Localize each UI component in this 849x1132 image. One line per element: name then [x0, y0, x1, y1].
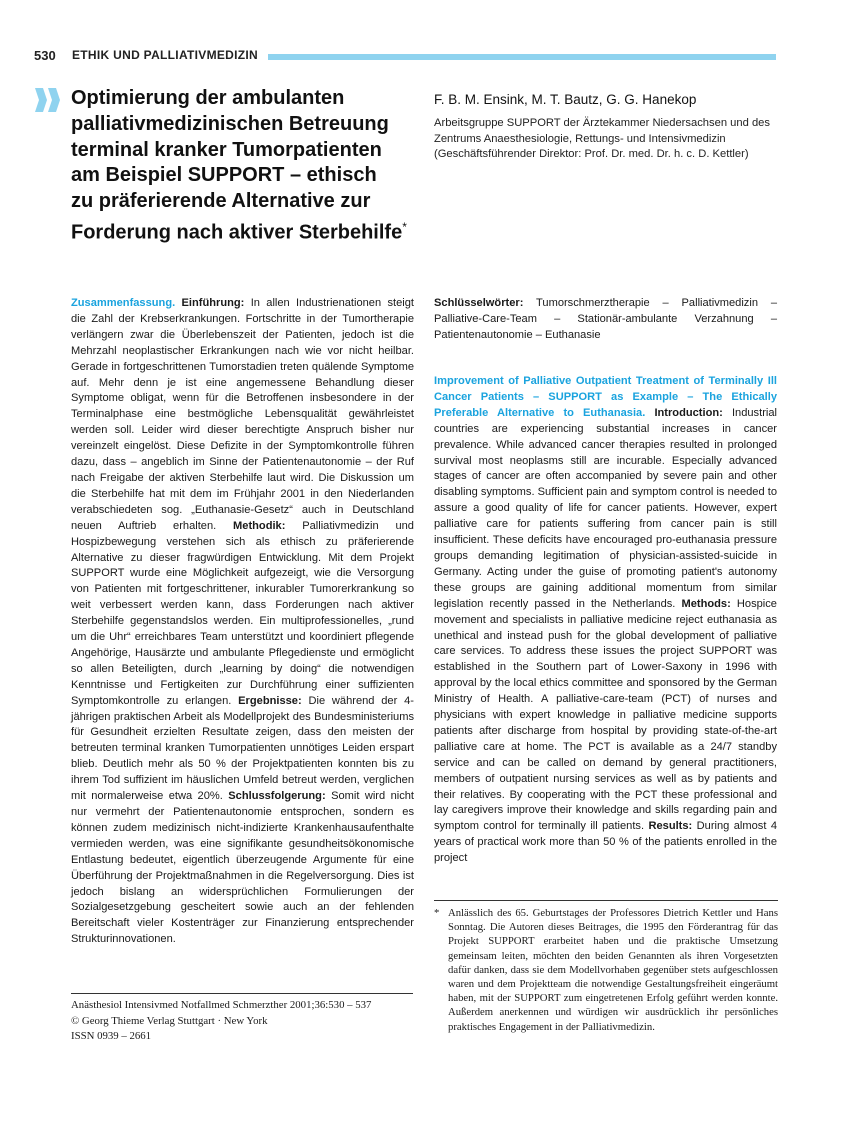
article-title: [71, 86, 421, 246]
affiliation: Arbeitsgruppe SUPPORT der Ärztekammer Niedersachsen und des Zentrums Anaesthesiologie, Rettungs- und Intensivmedizin (Geschäftsführender Direktor: Prof. Dr. med. Dr. h. c. D. Kettler): [434, 117, 770, 161]
methods-label: Methods:: [681, 597, 731, 610]
intro-label: Einführung:: [181, 297, 245, 309]
journal-info: [71, 998, 414, 1045]
abstract-english: [434, 374, 777, 867]
results-label: Ergebnisse:: [238, 694, 302, 707]
section-heading: ETHIK UND PALLIATIVMEDIZIN: [72, 48, 259, 62]
title-line: zu präferierende Alternative zur: [71, 190, 371, 213]
results-label: Results:: [648, 820, 693, 833]
methods-label: Methodik:: [233, 519, 286, 532]
intro-text: In allen Industrienationen steigt die Zahl der Krebserkrankungen. Fortschritte in der Tumortherapie verlängern zwar die Überlebenszeit der Patienten, jedoch ist die Mehrzahl neoplastischer Erkrankungen nach wie vor nicht heilbar. Gerade in fortgeschrittenen Tumorstadien treten quälende Symptome auf. Mehr denn je ist eine angemessene Behandlung dieser Symptome obligat, wenn für die Betroffenen insbesondere in der Terminalphase eine bestmögliche Lebensqualität gewährleistet werden soll. Leider wird dieser berechtigte Anspruch bisher nur vereinzelt eingelöst. Diese Defizite in der Symptomkontrolle führen dazu, dass – angeblich im Sinne der Patientenautonomie – der Ruf nach Freigabe der aktiven Sterbehilfe laut wird. Die Diskussion um die Sterbehilfe hat mit dem im Frühjahr 2001 in den Niederlanden verabschiedeten sog. „Euthanasie-Gesetz“ auch in Deutschland neuen Auftrieb erhalten.: [71, 297, 414, 532]
conclusion-text: Somit wird nicht nur vermehrt der Patientenautonomie entsprochen, sondern es können zudem medizinisch nicht-indizierte Krankenhausaufenthalte vermieden werden, was eine signifikante gesundheitsökonomische Entlastung bedeutet, eigentlich überzeugende Argumente für eine Überführung der Projektmaßnahmen in die Regelversorgung. Dies ist jedoch bislang an widersprüchlichen Formulierungen der Sozialgesetzgebung gescheitert sowie auch an der fehlenden Bereitschaft vieler Kostenträger zur Finanzierung entsprechender Strukturinnovationen.: [71, 790, 414, 946]
methods-text: Hospice movement and specialists in palliative medicine reject euthanasia as unethical and instead push for the global development of palliative care services. To address these issues the project SUPPORT was established in the Southern part of Lower-Saxony in 1996 with approval by the local ethics committee and sponsored by the German Ministry of Health. A palliative-care-team (PCT) of nurses and physicians with expert knowledge in palliative medicine supports patients after discharge from hospital by providing state-of-the-art palliative care at home. The PCT is available as a 24/7 standby service and can be called on demand by general practitioners, members of outpatient nursing services as well as by patients and their relatives. By cooperating with the PCT these professional and lay caregivers improve their knowledge and skills regarding pain and symptom control for terminally ill patients.: [434, 597, 777, 833]
results-text: During almost 4 years of practical work more than 50 % of the patients enrolled in the project: [434, 820, 777, 865]
issn: ISSN 0939 – 2661: [71, 1030, 152, 1043]
methods-text: Palliativmedizin und Hospizbewegung verstehen sich als ethisch zu präferierende Alternative zu dieser fragwürdigen Entwicklung. Mit dem Projekt SUPPORT wurde eine Möglichkeit aufgezeigt, wie die Versorgung von Patienten mit fortgeschrittener, inkurabler Tumorerkrankung so weit verbessert werden kann, dass Forderungen nach aktiver Sterbehilfe gegenstandslos werden. Ein multiprofessionelles, „rund um die Uhr“ erreichbares Team unterstützt und koordiniert pflegende Angehörige, Hausärzte und ambulante Pflegedienste und ermöglicht so allen Beteiligten, durch „learning by doing“ die notwendigen Kenntnisse und Fertigkeiten zur Durchführung einer suffizienten Symptomkontrolle zu erlangen.: [71, 519, 414, 707]
keywords: [434, 296, 777, 344]
footnote-text: Anlässlich des 65. Geburtstages der Professores Dietrich Kettler und Hans Sonntag. Die Autoren dieses Beitrages, die 1995 den Förderantrag für das Projekt SUPPORT erarbeitet haben und die praktische Umsetzung gemeinsam leiten, möchten den beiden Genannten als ihren Vorgesetzten dafür danken, dass sie dem Modellvorhaben gegenüber stets aufgeschlossen waren und dem Projektteam die notwendige Gestaltungsfreiheit eingeräumt haben, mit der SUPPORT zum eingetretenen Erfolg geführt werden konnte. Außerdem anerkennen und würdigen wir ausdrücklich ihr persönliches praktisches Engagement in der Palliativmedizin.: [448, 907, 778, 1033]
double-chevron-icon: [35, 88, 63, 112]
title-footnote-mark: *: [402, 219, 407, 234]
page-number: 530: [34, 48, 56, 63]
title-line: am Beispiel SUPPORT – ethisch: [71, 164, 377, 187]
footnote-rule: [434, 900, 778, 901]
footnote: [434, 906, 778, 1034]
title-line: palliativmedizinischen Betreuung: [71, 112, 389, 135]
results-text: Die während der 4-jährigen praktischen Arbeit als Modellprojekt des Bundesministeriums für Gesundheit erzielten Resultate zeigen, dass den meisten der betreuten terminal kranken Tumorpatienten unnötiges Leiden erspart blieb. Deutlich mehr als 50 % der Projektpatienten konnten bis zu ihrem Tod suffizient im häuslichen Umfeld betreut werden, verglichen mit normalerweise etwa 20%.: [71, 694, 414, 803]
title-line: Optimierung der ambulanten: [71, 87, 345, 109]
intro-label: Introduction:: [654, 406, 723, 419]
footnote-marker: *: [434, 907, 440, 919]
title-line: terminal kranker Tumorpatienten: [71, 138, 382, 161]
publisher: © Georg Thieme Verlag Stuttgart · New York: [71, 1014, 268, 1027]
journal-citation: Anästhesiol Intensivmed Notfallmed Schmerzther 2001;36:530 – 537: [71, 999, 372, 1011]
authors: F. B. M. Ensink, M. T. Bautz, G. G. Hanekop: [434, 92, 697, 107]
abstract-label: Zusammenfassung.: [71, 297, 176, 309]
abstract-german: [71, 296, 414, 948]
header-rule: [268, 54, 776, 60]
intro-text: Industrial countries are experiencing substantial increases in cancer prevalence. While advanced cancer therapies resulted in prolonged survival most neoplasms still are incurable. Especially advanced stages of cancer are often accompanied by severe pain and other disabling symptoms. Sufficient pain and symptom control is needed to assure a good quality of life for cancer patients. However, expert palliative care for patients suffering from cancer pain is still insufficient. These deficits have encouraged pro-euthanasia pressure groups demanding legitimation of physician-assisted-suicide in Germany. Acting under the guise of promoting patient's autonomy these groups are gaining additional momentum from similar legislation recently passed in the Netherlands.: [434, 406, 777, 610]
english-title: Improvement of Palliative Outpatient Treatment of Terminally Ill Cancer Patients – SUPPORT as Example – The Ethically Preferable Alternative to Euthanasia.: [434, 375, 777, 419]
conclusion-label: Schlussfolgerung:: [228, 790, 326, 803]
keywords-label: Schlüsselwörter:: [434, 297, 524, 309]
keywords-text: Tumorschmerztherapie – Palliativmedizin – Palliative-Care-Team – Stationär-ambulante Verzahnung – Patientenautonomie – Euthanasie: [434, 297, 777, 341]
title-line-text: Forderung nach aktiver Sterbehilfe: [71, 221, 403, 244]
title-line: [71, 215, 421, 246]
journal-rule: [71, 993, 413, 994]
